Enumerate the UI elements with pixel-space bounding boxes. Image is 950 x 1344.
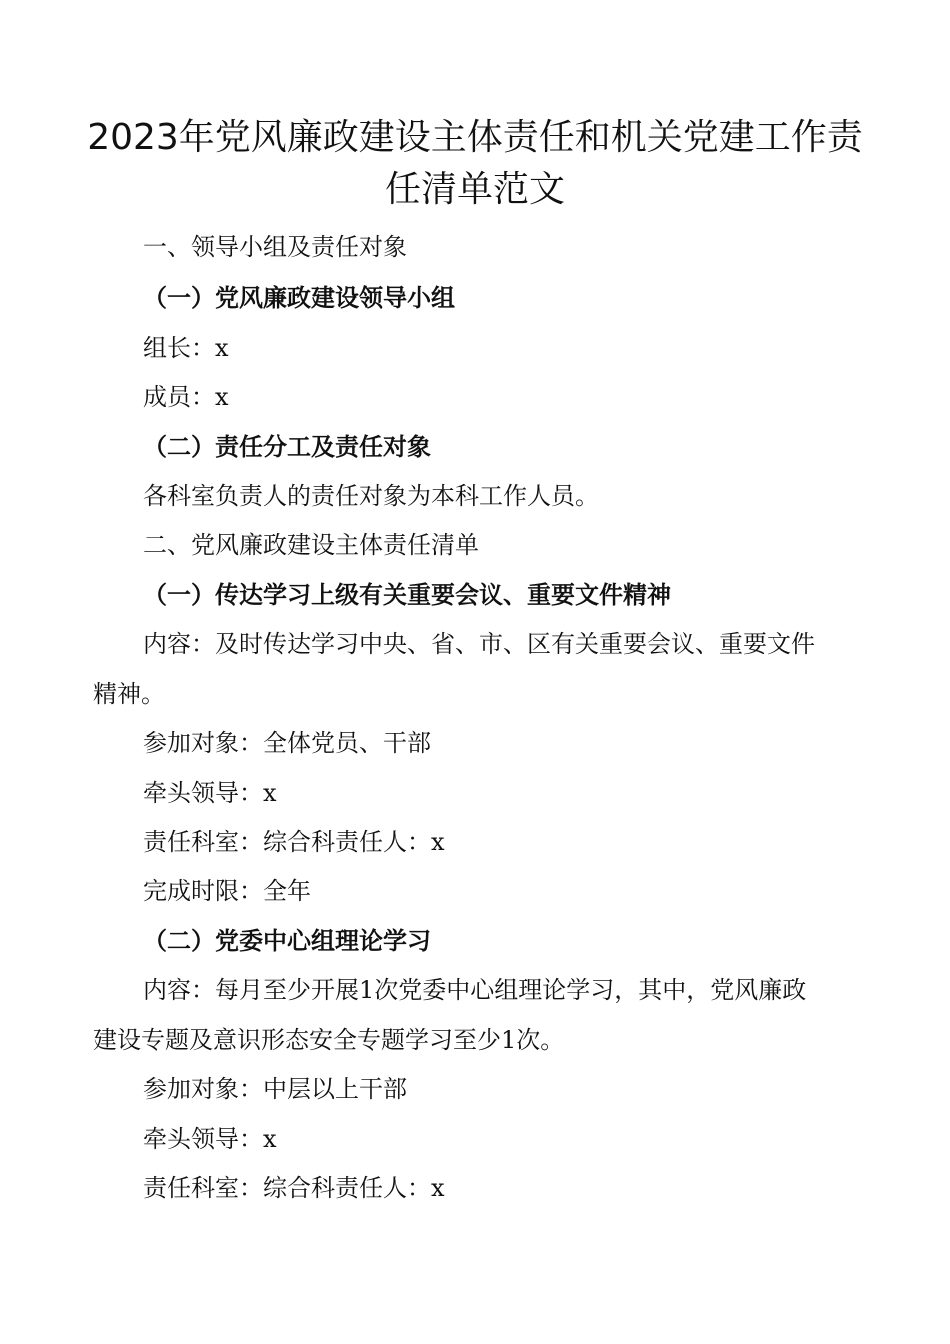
paragraph-lead-2: 牵头领导：x (143, 1125, 277, 1153)
paragraph-content-2: 内容：每月至少开展1次党委中心组理论学习，其中，党风廉政 (143, 976, 807, 1004)
paragraph-participants-2: 参加对象：中层以上干部 (143, 1075, 407, 1103)
paragraph-deadline-1: 完成时限：全年 (143, 877, 311, 905)
paragraph-participants-1: 参加对象：全体党员、干部 (143, 729, 431, 757)
title-line-1: 2023年党风廉政建设主体责任和机关党建工作责 (87, 117, 863, 158)
paragraph-content-1: 内容：及时传达学习中央、省、市、区有关重要会议、重要文件 (143, 630, 815, 658)
paragraph-lead-1: 牵头领导：x (143, 779, 277, 807)
paragraph-content-2-cont: 建设专题及意识形态安全专题学习至少1次。 (93, 1026, 565, 1054)
paragraph-responsibility: 各科室负责人的责任对象为本科工作人员。 (143, 482, 599, 510)
subsection-heading-1-2: （二）责任分工及责任对象 (143, 433, 431, 461)
document-title (60, 112, 890, 216)
subsection-heading-2-2: （二）党委中心组理论学习 (143, 927, 431, 955)
paragraph-members: 成员：x (143, 383, 229, 411)
subsection-heading-2-1: （一）传达学习上级有关重要会议、重要文件精神 (143, 581, 671, 609)
paragraph-office-1: 责任科室：综合科责任人：x (143, 828, 445, 856)
section-heading-1: 一、领导小组及责任对象 (143, 233, 407, 261)
subsection-heading-1-1: （一）党风廉政建设领导小组 (143, 284, 455, 312)
paragraph-content-1-cont: 精神。 (93, 680, 165, 708)
section-heading-2: 二、党风廉政建设主体责任清单 (143, 531, 479, 559)
title-line-2: 任清单范文 (384, 169, 565, 210)
paragraph-office-2: 责任科室：综合科责任人：x (143, 1174, 445, 1202)
paragraph-leader: 组长：x (143, 334, 229, 362)
